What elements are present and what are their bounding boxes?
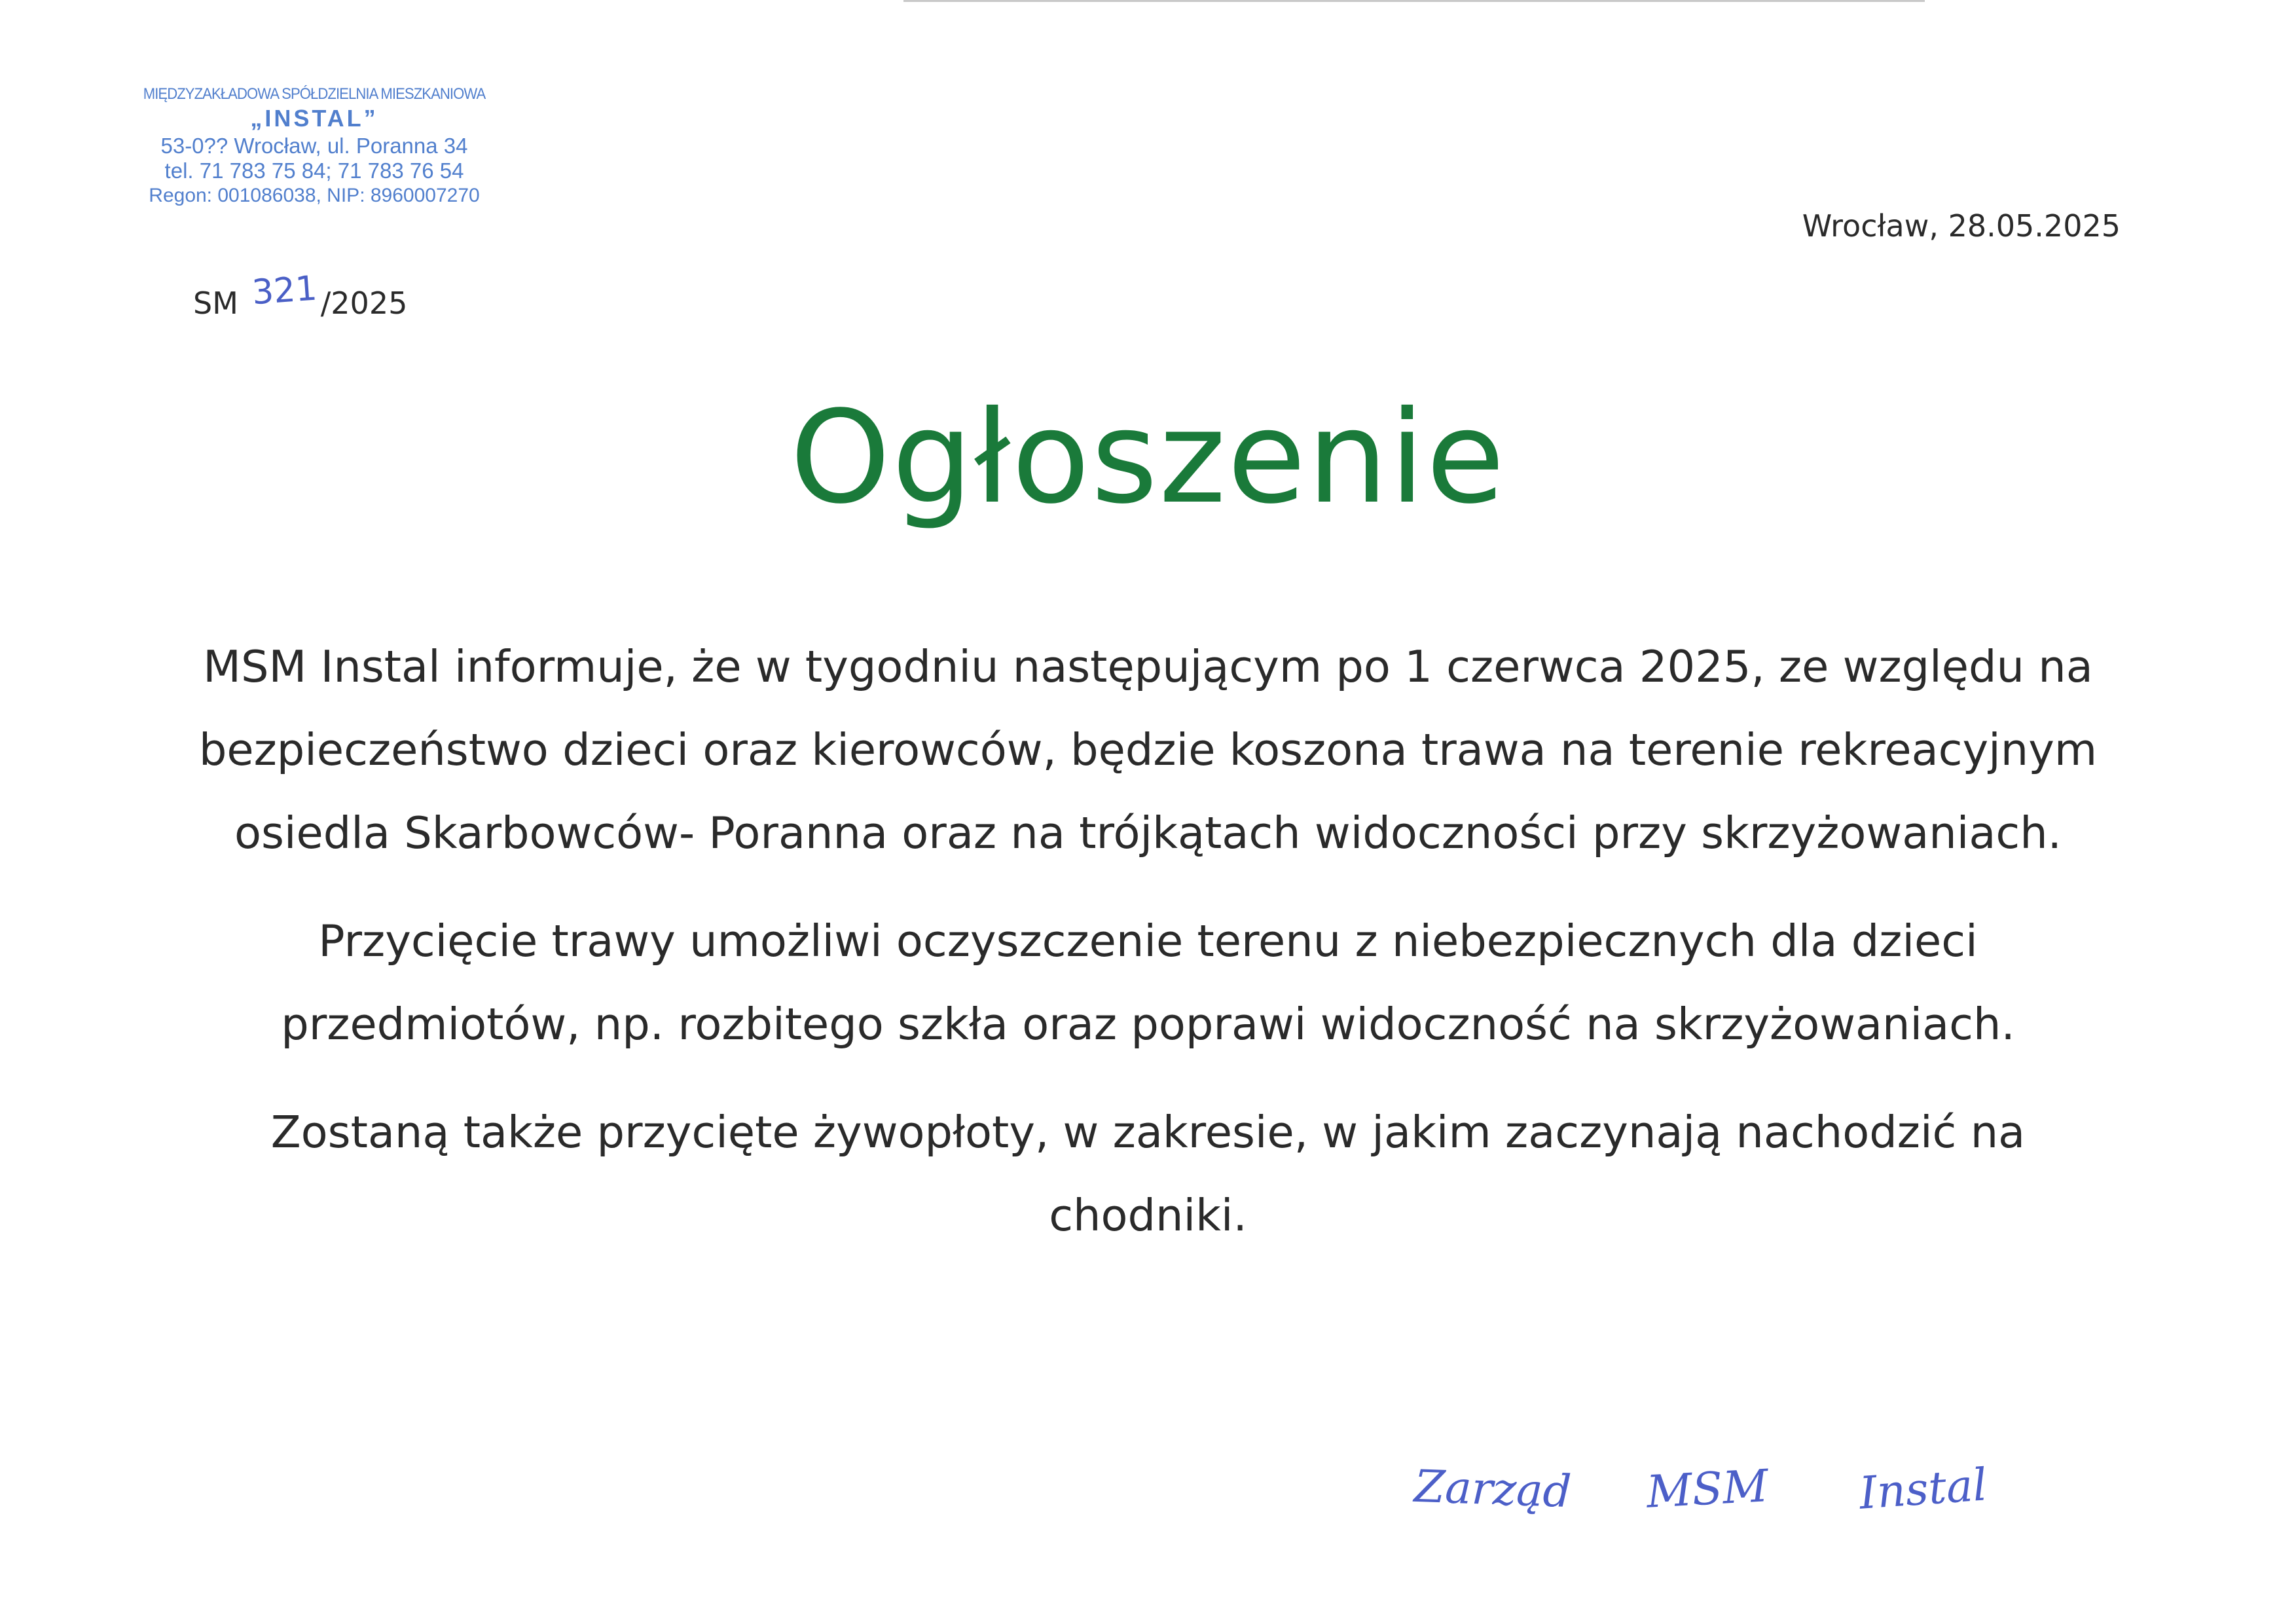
signature-word-2: MSM — [1645, 1460, 1770, 1519]
paragraph-1: MSM Instal informuje, że w tygodniu następującym po 1 czerwca 2025, ze względu na bezpieczeństwo dzieci oraz kierowców, będzie koszona trawa na terenie rekreacyjnym osiedla Skarbowców- Poranna oraz na trójkątach widoczności przy skrzyżowaniach. — [198, 641, 2098, 858]
stamp-regon-nip: Regon: 001086038, NIP: 8960007270 — [149, 185, 480, 206]
stamp-address: 53-0?? Wrocław, ul. Poranna 34 — [160, 134, 468, 158]
signature-word-3: Instal — [1857, 1459, 1989, 1520]
stamp-org-short: „INSTAL” — [250, 105, 378, 132]
reference-handwritten-number: 321 — [250, 268, 318, 313]
scan-edge-line — [903, 0, 1925, 2]
stamp-phone: tel. 71 783 75 84; 71 783 76 54 — [164, 158, 464, 183]
stamp-org-name: MIĘDZYZAKŁADOWA SPÓŁDZIELNIA MIESZKANIOWA — [143, 85, 486, 103]
reference-number — [193, 268, 408, 322]
cooperative-stamp — [92, 85, 537, 207]
signature-word-1: Zarząd — [1413, 1460, 1573, 1519]
announcement-body — [196, 625, 2100, 1282]
reference-suffix: /2025 — [320, 286, 408, 321]
reference-prefix: SM — [193, 286, 238, 321]
paragraph-2: Przycięcie trawy umożliwi oczyszczenie terenu z niebezpiecznych dla dzieci przedmiotów, np. rozbitego szkła oraz poprawi widoczność na skrzyżowaniach. — [281, 915, 2015, 1050]
page-title: Ogłoszenie — [790, 383, 1506, 532]
paragraph-3: Zostaną także przycięte żywopłoty, w zakresie, w jakim zaczynają nachodzić na chodniki. — [270, 1107, 2026, 1241]
document-date: Wrocław, 28.05.2025 — [1802, 208, 2121, 244]
